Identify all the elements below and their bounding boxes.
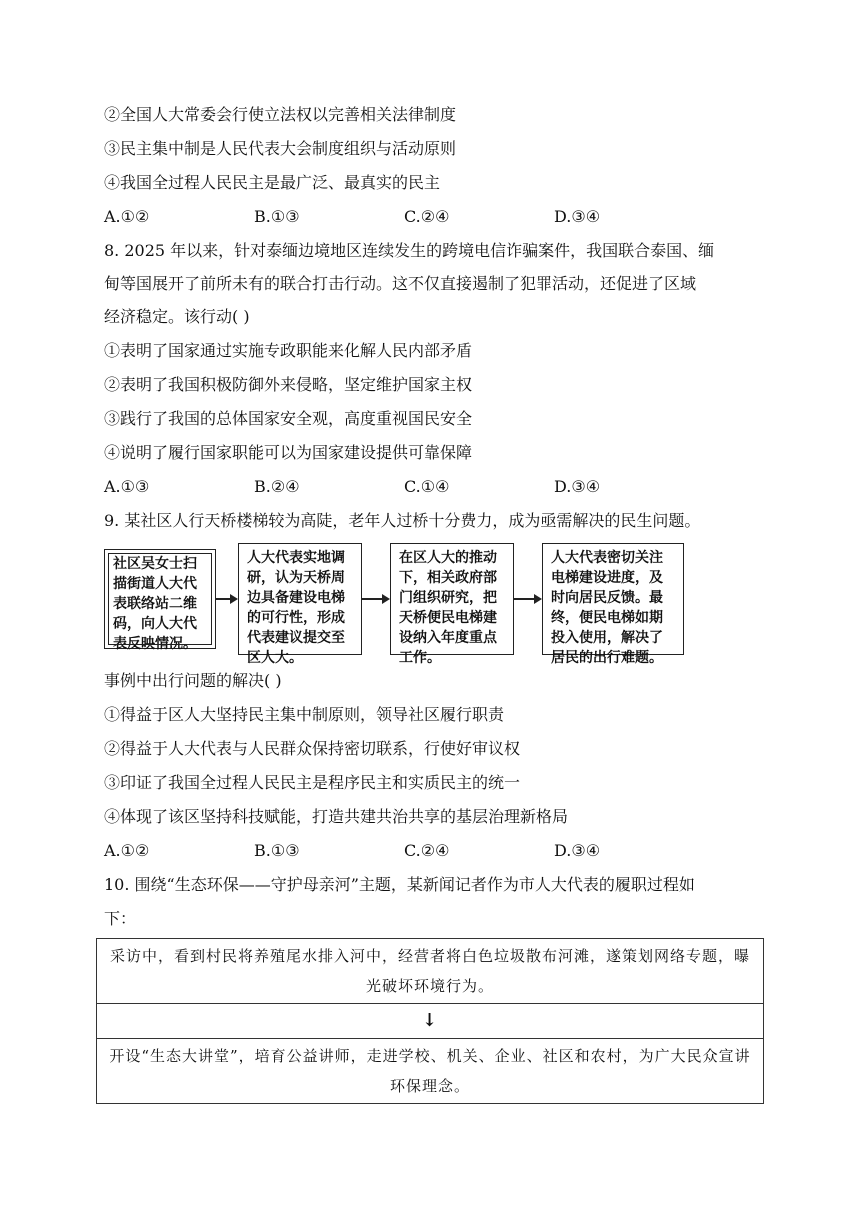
q10-process-table xyxy=(96,938,764,1104)
q9-options xyxy=(104,841,754,861)
option-a[interactable]: A.①② xyxy=(104,841,150,860)
flow-step-4: 人大代表密切关注 电梯建设进度，及 时向居民反馈。最 终，便民电梯如期 投入使用，解决了 居民的出行难题。 xyxy=(542,543,684,655)
flow-arrow-2 xyxy=(362,598,388,600)
flow-step-3: 在区人大的推动 下，相关政府部 门组织研究，把 天桥便民电梯建 设纳入年度重点 工作。 xyxy=(390,543,514,655)
option-d[interactable]: D.③④ xyxy=(554,841,601,860)
q8-options xyxy=(104,477,754,497)
q7-item-3: ③民主集中制是人民代表大会制度组织与活动原则 xyxy=(104,139,457,158)
option-c[interactable]: C.②④ xyxy=(404,207,450,226)
flow-step-2: 人大代表实地调 研，认为天桥周 边具备建设电梯 的可行性，形成 代表建议提交至 区人大。 xyxy=(238,543,362,655)
q7-item-4: ④我国全过程人民民主是最广泛、最真实的民主 xyxy=(104,173,441,192)
option-a[interactable]: A.①③ xyxy=(104,477,150,496)
option-c[interactable]: C.②④ xyxy=(404,841,450,860)
down-arrow-icon: ↓ xyxy=(97,1004,763,1039)
option-a[interactable]: A.①② xyxy=(104,207,150,226)
q7-item-2: ②全国人大常委会行使立法权以完善相关法律制度 xyxy=(104,105,457,124)
flow-arrow-3 xyxy=(514,598,540,600)
q10-step-2: 开设“生态大讲堂”，培育公益讲师，走进学校、机关、企业、社区和农村，为广大民众宣讲环保理念。 xyxy=(109,1047,751,1095)
q8-item-1: ①表明了国家通过实施专政职能来化解人民内部矛盾 xyxy=(104,341,473,360)
q10-step-1: 采访中，看到村民将养殖尾水排入河中，经营者将白色垃圾散布河滩，遂策划网络专题，曝光破坏环境行为。 xyxy=(97,939,763,1004)
option-c[interactable]: C.①④ xyxy=(404,477,450,496)
q10-stem-line-2: 下： xyxy=(104,909,137,928)
option-b[interactable]: B.②④ xyxy=(254,477,300,496)
q8-stem-line-1: 8. 2025 年以来，针对泰缅边境地区连续发生的跨境电信诈骗案件，我国联合泰国、缅 xyxy=(104,241,715,260)
q7-options xyxy=(104,207,754,227)
q10-stem-line-1: 10. 围绕“生态环保——守护母亲河”主题，某新闻记者作为市人大代表的履职过程如 xyxy=(104,875,695,894)
q9-item-1: ①得益于区人大坚持民主集中制原则，领导社区履行职责 xyxy=(104,705,505,724)
q9-stem: 9. 某社区人行天桥楼梯较为高陡，老年人过桥十分费力，成为亟需解决的民生问题。 xyxy=(104,511,701,530)
q9-item-3: ③印证了我国全过程人民民主是程序民主和实质民主的统一 xyxy=(104,773,521,792)
option-b[interactable]: B.①③ xyxy=(254,841,300,860)
option-b[interactable]: B.①③ xyxy=(254,207,300,226)
q9-question: 事例中出行问题的解决( ) xyxy=(104,671,282,690)
flow-step-1: 社区吴女士扫 描街道人大代 表联络站二维 码，向人大代 表反映情况。 xyxy=(104,549,216,649)
q9-item-4: ④体现了该区坚持科技赋能，打造共建共治共享的基层治理新格局 xyxy=(104,807,569,826)
flow-arrow-1 xyxy=(216,598,236,600)
q9-item-2: ②得益于人大代表与人民群众保持密切联系，行使好审议权 xyxy=(104,739,521,758)
q8-item-2: ②表明了我国积极防御外来侵略，坚定维护国家主权 xyxy=(104,375,473,394)
q8-item-4: ④说明了履行国家职能可以为国家建设提供可靠保障 xyxy=(104,443,473,462)
q8-stem-line-3: 经济稳定。该行动( ) xyxy=(104,307,250,326)
q8-stem-line-2: 甸等国展开了前所未有的联合打击行动。这不仅直接遏制了犯罪活动，还促进了区域 xyxy=(104,274,697,293)
q8-item-3: ③践行了我国的总体国家安全观，高度重视国民安全 xyxy=(104,409,473,428)
option-d[interactable]: D.③④ xyxy=(554,477,601,496)
option-d[interactable]: D.③④ xyxy=(554,207,601,226)
